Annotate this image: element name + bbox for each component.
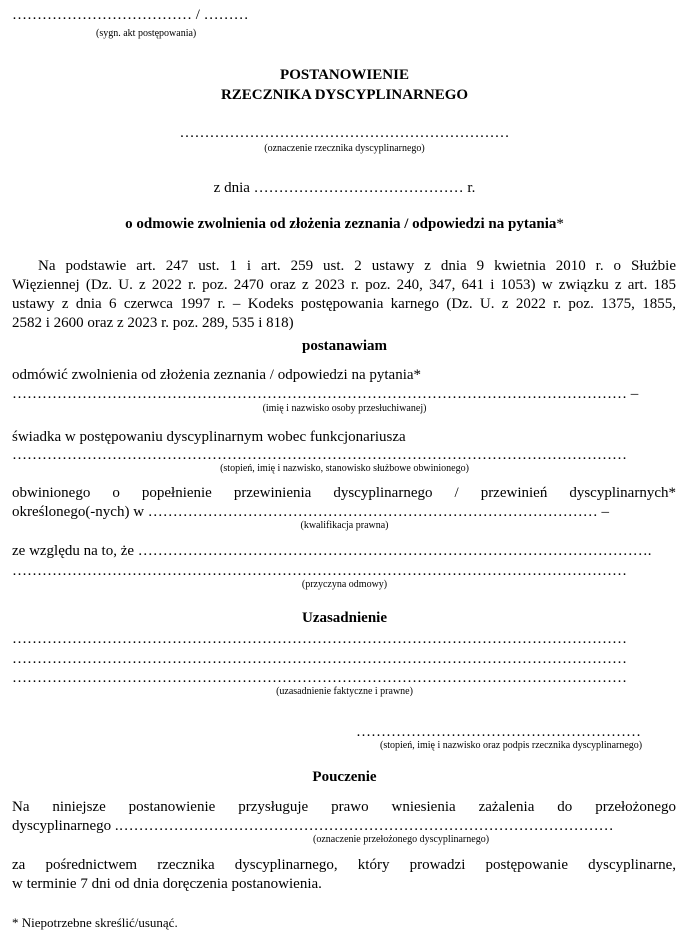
charge-caption: (kwalifikacja prawna) (300, 520, 389, 531)
officer-caption: (oznaczenie rzecznika dyscyplinarnego) (264, 143, 425, 154)
accused-line: …………………………………………………………………………………………………………… (12, 447, 627, 463)
signature-line: ………………………………………………… (356, 724, 641, 740)
witness-text: świadka w postępowaniu dyscyplinarnym wobec funkcjonariusza (12, 429, 406, 445)
subject (0, 215, 689, 233)
person-caption: (imię i nazwisko osoby przesłuchiwanej) (262, 403, 427, 414)
subject-asterisk: * (556, 216, 564, 232)
justification-line-1: …………………………………………………………………………………………………………… (12, 631, 627, 647)
refuse-text: odmówić zwolnienia od złożenia zeznania / odpowiedzi na pytania* (12, 367, 422, 383)
case-number-line: ……………………………… / ……… (12, 7, 249, 23)
subject-text: o odmowie zwolnienia od złożenia zeznania / odpowiedzi na pytania (125, 216, 557, 232)
charge-line-2: określonego(-nych) w ……………………………………………………………………………… – (12, 504, 610, 520)
title-line-1: POSTANOWIENIE (280, 67, 409, 83)
legal-basis-line-4: 2582 i 2600 oraz z 2023 r. poz. 289, 535 i 818) (12, 315, 294, 331)
instruction-line-4: w terminie 7 dni od dnia doręczenia postanowienia. (12, 876, 322, 892)
legal-basis-line-2: Więziennej (Dz. U. z 2022 r. poz. 2470 oraz z 2023 r. poz. 240, 347, 641 i 1053) w związku z art. 185 (12, 277, 676, 293)
case-number-caption: (sygn. akt postępowania) (96, 28, 197, 39)
instruction-line-2: dyscyplinarnego .……………………………………………………………………………………… (12, 818, 614, 834)
legal-basis-line-1: Na podstawie art. 247 ust. 1 i art. 259 ust. 2 ustawy z dnia 9 kwietnia 2010 r. o Służbie (38, 258, 676, 274)
instruction-heading: Pouczenie (312, 769, 377, 785)
justification-heading: Uzasadnienie (301, 610, 387, 626)
signature-caption: (stopień, imię i nazwisko oraz podpis rzecznika dyscyplinarnego) (380, 740, 643, 751)
justification-line-3: …………………………………………………………………………………………………………… (12, 670, 627, 686)
decision-heading: postanawiam (301, 338, 387, 354)
justification-caption: (uzasadnienie faktyczne i prawne) (276, 686, 413, 697)
charge-line-1: obwinionego o popełnienie przewinienia dyscyplinarnego / przewinień dyscyplinarnych* (12, 485, 676, 501)
justification-line-2: …………………………………………………………………………………………………………… (12, 651, 627, 667)
instruction-line-3: za pośrednictwem rzecznika dyscyplinarnego, który prowadzi postępowanie dyscyplinarne, (12, 857, 676, 873)
instruction-line-1: Na niniejsze postanowienie przysługuje prawo wniesienia zażalenia do przełożonego (12, 799, 676, 815)
accused-caption: (stopień, imię i nazwisko, stanowisko służbowe obwinionego) (220, 463, 469, 474)
footnote: * Niepotrzebne skreślić/usunąć. (12, 915, 178, 930)
legal-basis-line-3: ustawy z dnia 6 czerwca 1997 r. – Kodeks postępowania karnego (Dz. U. z 2022 r. poz. 1375, 1855, (12, 296, 676, 312)
reason-line-1: ze względu na to, że …………………………………………………………………………………………. (12, 543, 652, 559)
date-line: z dnia …………………………………… r. (213, 180, 476, 196)
person-line: …………………………………………………………………………………………………………… – (12, 386, 639, 402)
officer-line: ………………………………………………………… (179, 125, 510, 141)
title-line-2: RZECZNIKA DYSCYPLINARNEGO (220, 87, 469, 103)
instruction-caption: (oznaczenie przełożonego dyscyplinarnego) (313, 834, 490, 845)
reason-line-2: …………………………………………………………………………………………………………… (12, 563, 627, 579)
reason-caption: (przyczyna odmowy) (301, 579, 388, 590)
